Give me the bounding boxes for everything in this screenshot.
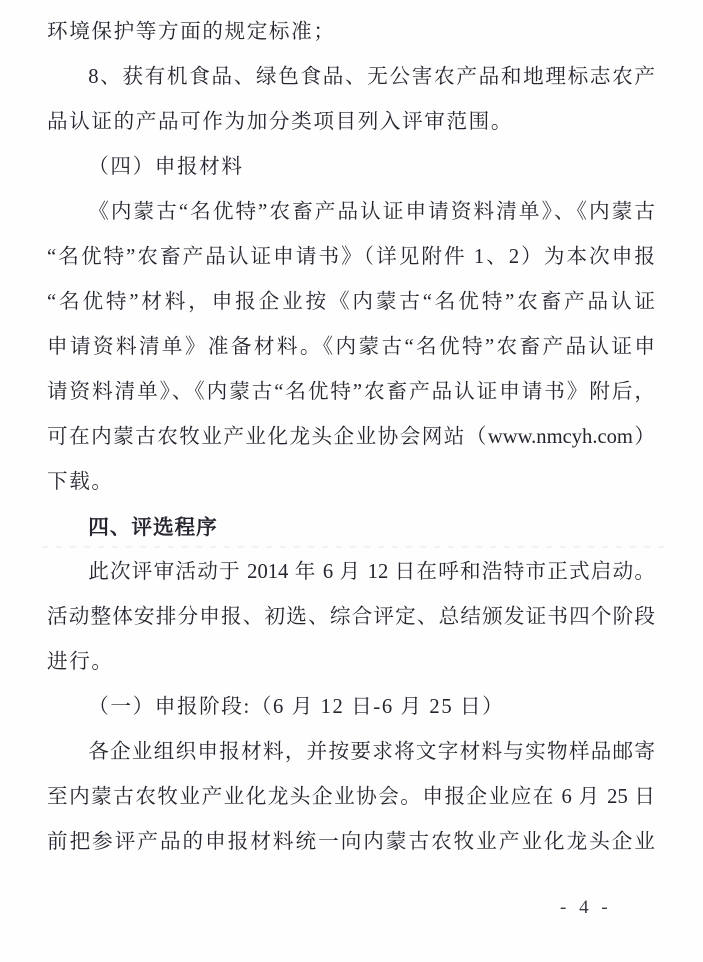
text-line: 《内蒙古“名优特”农畜产品认证申请资料清单》、《内蒙古 <box>88 201 655 223</box>
text-line: 申请资料清单》准备材料。《内蒙古“名优特”农畜产品认证申 <box>47 336 655 358</box>
section-heading-selection-procedure: 四、评选程序 <box>88 516 218 539</box>
text-line: 品认证的产品可作为加分类项目列入评审范围。 <box>47 111 514 133</box>
text-line: 各企业组织申报材料，并按要求将文字材料与实物样品邮寄 <box>88 741 655 763</box>
text-line: 环境保护等方面的规定标准； <box>47 21 336 43</box>
text-line: “名优特”材料，申报企业按《内蒙古“名优特”农畜产品认证 <box>47 291 655 313</box>
document-text-column <box>47 10 655 865</box>
text-line: 此次评审活动于 2014 年 6 月 12 日在呼和浩特市正式启动。 <box>88 561 655 583</box>
text-line: 前把参评产品的申报材料统一向内蒙古农牧业产业化龙头企业 <box>47 831 655 853</box>
text-line-with-url: 可在内蒙古农牧业产业化龙头企业协会网站（www.nmcyh.com） <box>47 426 655 448</box>
text-line: 进行。 <box>47 651 114 673</box>
text-line: 下载。 <box>47 471 114 493</box>
text-line: 8、获有机食品、绿色食品、无公害农产品和地理标志农产 <box>88 66 655 88</box>
scan-smudge-artifact <box>42 546 664 548</box>
text-line: “名优特”农畜产品认证申请书》（详见附件 1、2）为本次申报 <box>47 246 655 268</box>
sub-heading-application-phase: （一）申报阶段:（6 月 12 日-6 月 25 日） <box>88 696 505 718</box>
text-line: 活动整体安排分申报、初选、综合评定、总结颁发证书四个阶段 <box>47 606 655 628</box>
sub-heading-materials: （四）申报材料 <box>88 156 244 178</box>
text-line: 请资料清单》、《内蒙古“名优特”农畜产品认证申请书》附后， <box>47 381 655 403</box>
page-number: - 4 - <box>560 897 612 918</box>
text-line: 至内蒙古农牧业产业化龙头企业协会。申报企业应在 6 月 25 日 <box>47 786 655 808</box>
